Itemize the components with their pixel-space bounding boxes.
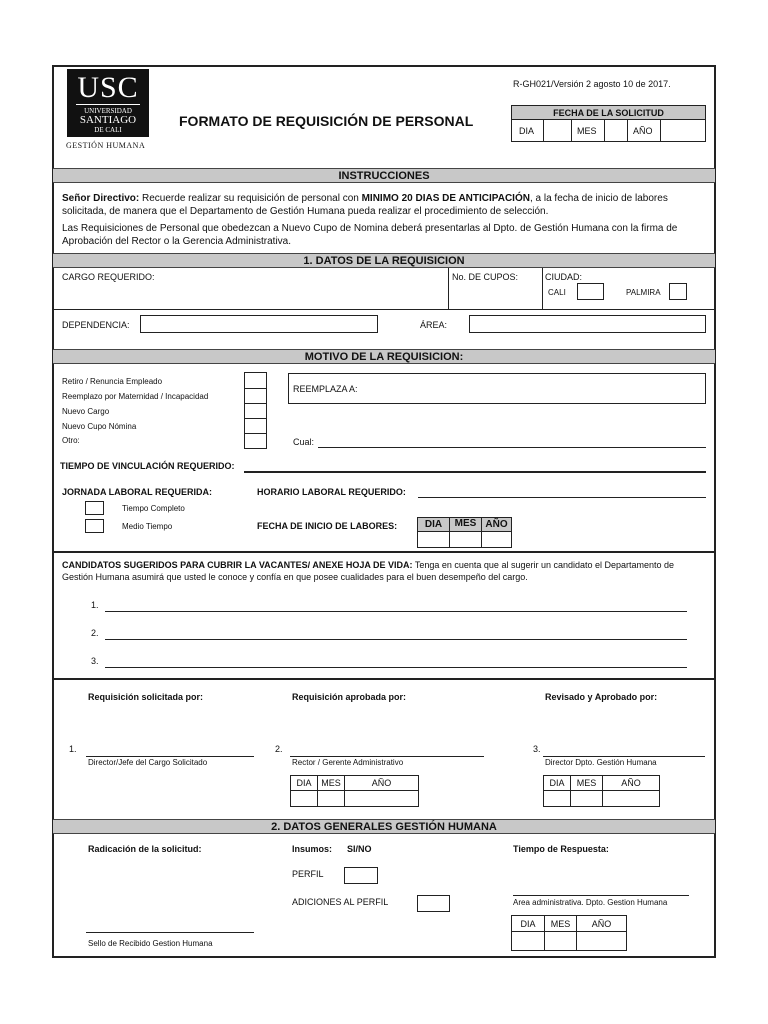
firma-3-line[interactable] [543, 756, 705, 757]
fecha-ano-input[interactable] [661, 121, 705, 141]
palmira-checkbox[interactable] [669, 283, 687, 300]
rector-mes-header [317, 775, 345, 791]
form-title: FORMATO DE REQUISICIÓN DE PERSONAL [179, 113, 474, 129]
motivo-checkbox-retiro[interactable] [244, 372, 267, 389]
jornada-label: JORNADA LABORAL REQUERIDA: [62, 487, 213, 497]
fecha-mes-input[interactable] [605, 121, 626, 141]
gen-mes-input[interactable] [544, 931, 577, 951]
candidatos-title: CANDIDATOS SUGERIDOS PARA CUBRIR LA VACANTES/ ANEXE HOJA DE VIDA: [62, 560, 413, 570]
fecha-dia-label: DIA [519, 126, 535, 136]
firma-1-number: 1. [69, 744, 77, 754]
cali-checkbox[interactable] [577, 283, 604, 300]
ciudad-label: CIUDAD: [545, 272, 583, 282]
instrucciones-p1 [62, 192, 707, 218]
candidatos-text [62, 559, 707, 583]
logo-main-text: USC [77, 71, 139, 104]
inicio-mes-header [449, 517, 482, 532]
reemplaza-label: REEMPLAZA A: [293, 384, 358, 394]
datos-title: 1. DATOS DE LA REQUISICION [303, 255, 465, 267]
director-gh-label: Director Dpto. Gestión Humana [545, 758, 657, 767]
candidato-1-number: 1. [91, 600, 99, 610]
gh-dia-header [543, 775, 571, 791]
revisado-label: Revisado y Aprobado por: [545, 692, 658, 702]
gh-dia-input[interactable] [543, 790, 571, 807]
inicio-ano-label: AÑO [485, 519, 508, 530]
gen-dia-header [511, 915, 545, 932]
candidato-3-number: 3. [91, 656, 99, 666]
radicacion-label: Radicación de la solicitud: [88, 844, 202, 854]
cargo-label: CARGO REQUERIDO: [62, 272, 155, 282]
inicio-ano-input[interactable] [481, 531, 512, 548]
fecha-solicitud-header [511, 105, 706, 120]
datos-bar [53, 253, 715, 268]
motivo-bar [53, 349, 715, 364]
gen-ano-input[interactable] [576, 931, 627, 951]
director-jefe-label: Director/Jefe del Cargo Solicitado [88, 758, 208, 767]
palmira-label: PALMIRA [626, 288, 661, 297]
tiempo-vinculacion-line[interactable] [244, 471, 706, 473]
gen-ano-label: AÑO [591, 919, 612, 929]
cargo-input[interactable] [160, 270, 445, 306]
adiciones-label: ADICIONES AL PERFIL [292, 897, 389, 907]
firma-2-number: 2. [275, 744, 283, 754]
motivo-option-retiro: Retiro / Renuncia Empleado [62, 377, 163, 386]
sello-label: Sello de Recibido Gestion Humana [88, 939, 213, 948]
gh-mes-input[interactable] [570, 790, 603, 807]
logo-line1: UNIVERSIDAD [84, 107, 132, 115]
rector-ano-input[interactable] [344, 790, 419, 807]
inicio-dia-input[interactable] [417, 531, 450, 548]
fecha-inicio-label: FECHA DE INICIO DE LABORES: [257, 521, 398, 531]
rector-ano-label: AÑO [371, 778, 392, 788]
cual-label: Cual: [293, 437, 315, 447]
logo-line3: DE CALI [94, 126, 122, 134]
rector-dia-input[interactable] [290, 790, 318, 807]
logo-line2: SANTIAGO [79, 114, 137, 126]
generales-bar [53, 819, 715, 834]
gh-dia-label: DIA [549, 778, 565, 788]
inicio-ano-header [481, 517, 512, 532]
gh-ano-input[interactable] [602, 790, 660, 807]
fecha-solicitud-label: FECHA DE LA SOLICITUD [553, 108, 664, 118]
inicio-dia-header [417, 517, 450, 532]
p1-text1: Recuerde realizar su requisición de personal con [139, 193, 362, 204]
cual-line[interactable] [318, 447, 706, 448]
tiempo-vinculacion-label: TIEMPO DE VINCULACIÓN REQUERIDO: [60, 461, 235, 471]
cupos-label: No. DE CUPOS: [452, 272, 519, 282]
area-input[interactable] [469, 315, 706, 333]
motivo-checkbox-otro[interactable] [244, 433, 267, 449]
inicio-mes-input[interactable] [449, 531, 482, 548]
gen-mes-label: MES [550, 919, 571, 929]
gen-mes-header [544, 915, 577, 932]
gen-dia-label: DIA [520, 919, 536, 929]
tiempo-completo-checkbox[interactable] [85, 501, 104, 515]
fecha-mes-label: MES [577, 126, 597, 136]
inicio-dia-label: DIA [424, 519, 443, 530]
motivo-checkbox-nuevo-cargo[interactable] [244, 403, 267, 419]
department-label: GESTIÓN HUMANA [66, 141, 146, 150]
motivo-checkbox-nuevo-cupo[interactable] [244, 418, 267, 434]
firma-2-line[interactable] [290, 756, 484, 757]
gh-ano-header [602, 775, 660, 791]
insumos-label: Insumos: [292, 844, 333, 854]
candidato-2-number: 2. [91, 628, 99, 638]
rector-label: Rector / Gerente Administrativo [292, 758, 404, 767]
gh-mes-label: MES [576, 778, 597, 788]
tiempo-respuesta-label: Tiempo de Respuesta: [513, 844, 609, 854]
gh-mes-header [570, 775, 603, 791]
medio-tiempo-label: Medio Tiempo [122, 522, 173, 531]
rector-ano-header [344, 775, 419, 791]
gh-ano-label: AÑO [621, 778, 641, 788]
usc-logo [67, 69, 149, 137]
firma-3-number: 3. [533, 744, 541, 754]
motivo-checkbox-reemplazo[interactable] [244, 388, 267, 404]
motivo-option-nuevo-cupo: Nuevo Cupo Nómina [62, 422, 137, 431]
instrucciones-title: INSTRUCCIONES [338, 170, 430, 182]
area-admin-line[interactable] [513, 895, 689, 896]
candidato-2-line[interactable] [105, 639, 687, 640]
perfil-label: PERFIL [292, 869, 324, 879]
tiempo-completo-label: Tiempo Completo [122, 504, 185, 513]
motivo-option-otro: Otro: [62, 436, 80, 445]
area-label: ÁREA: [420, 320, 448, 330]
rector-dia-label: DIA [296, 778, 312, 788]
dependencia-label: DEPENDENCIA: [62, 320, 130, 330]
solicitada-label: Requisición solicitada por: [88, 692, 204, 702]
gen-dia-input[interactable] [511, 931, 545, 951]
minimo-dias-label: MINIMO 20 DIAS DE ANTICIPACIÓN [361, 193, 530, 204]
rector-mes-input[interactable] [317, 790, 345, 807]
inicio-mes-label: MES [454, 518, 477, 529]
p1-text2: , a la fecha de inicio de labores solicitada, de manera que el Departamento de Gestión Humana pueda realizar el procedimiento de selección. [62, 193, 668, 217]
firma-1-line[interactable] [86, 756, 254, 757]
motivo-option-nuevo-cargo: Nuevo Cargo [62, 407, 110, 416]
generales-title: 2. DATOS GENERALES GESTIÓN HUMANA [271, 821, 497, 833]
aprobada-label: Requisición aprobada por: [292, 692, 407, 702]
dependencia-input[interactable] [140, 315, 378, 333]
fecha-ano-label: AÑO [633, 126, 653, 136]
cupos-input[interactable] [452, 284, 540, 306]
rector-mes-label: MES [321, 778, 341, 788]
perfil-checkbox[interactable] [344, 867, 378, 884]
fecha-dia-input[interactable] [544, 121, 570, 141]
candidato-3-line[interactable] [105, 667, 687, 668]
candidato-1-line[interactable] [105, 611, 687, 612]
cali-label: CALI [548, 288, 566, 297]
candidatos-note: Tenga en cuenta que al sugerir un candidato el Departamento de Gestión Humana asumirá que usted le conoce y confía en que posee cualidades para el buen desempeño del cargo. [62, 560, 675, 582]
horario-label: HORARIO LABORAL REQUERIDO: [257, 487, 406, 497]
motivo-title: MOTIVO DE LA REQUISICION: [304, 351, 464, 363]
motivo-option-reemplazo: Reemplazo por Maternidad / Incapacidad [62, 392, 209, 401]
rector-dia-header [290, 775, 318, 791]
instrucciones-p2: Las Requisiciones de Personal que obedezcan a Nuevo Cupo de Nomina deberá presentarlas al Dpto. de Gestión Humana con la firma de Aprobación del Rector o la Gerencia Administrativa. [62, 223, 678, 247]
sino-label: SI/NO [347, 844, 372, 854]
instrucciones-bar [53, 168, 715, 183]
medio-tiempo-checkbox[interactable] [85, 519, 104, 533]
horario-line[interactable] [418, 497, 706, 498]
form-code: R-GH021/Versión 2 agosto 10 de 2017. [513, 79, 671, 89]
adiciones-checkbox[interactable] [417, 895, 450, 912]
senor-directivo-label: Señor Directivo: [62, 193, 140, 204]
gen-ano-header [576, 915, 627, 932]
sello-line[interactable] [86, 932, 254, 933]
area-admin-label: Area administrativa. Dpto. Gestion Humana [513, 898, 668, 907]
